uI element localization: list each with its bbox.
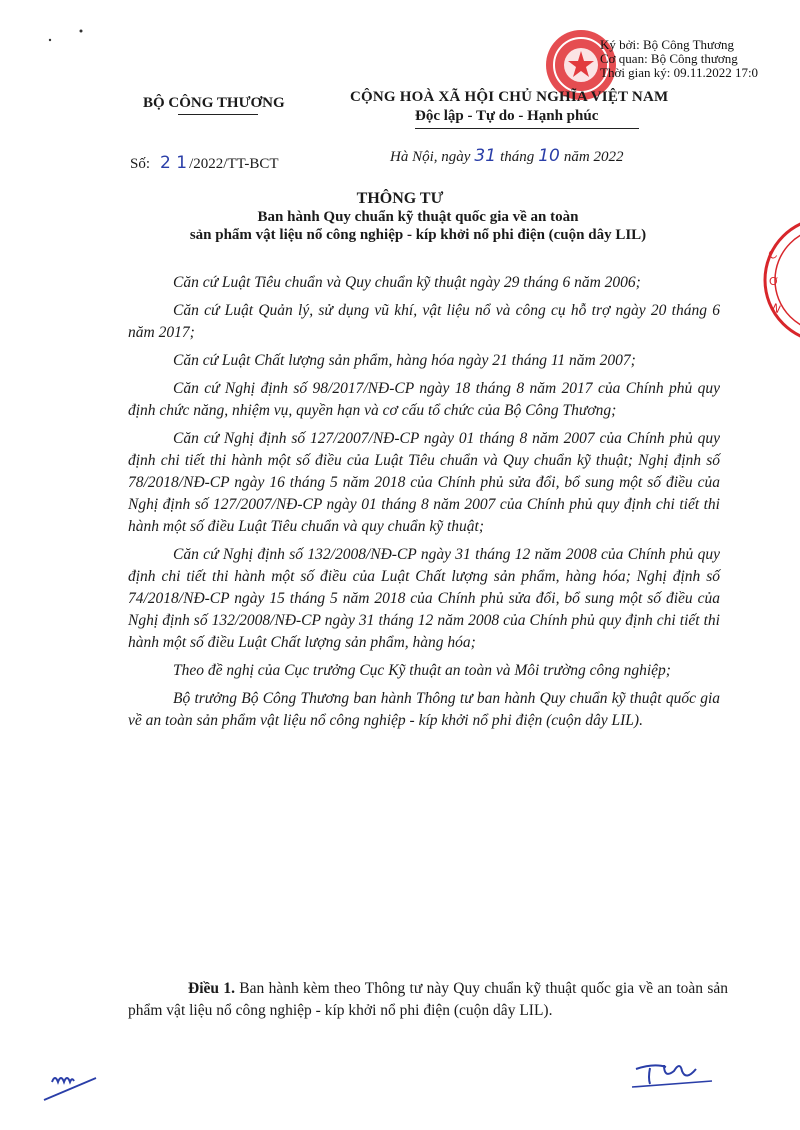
preamble-paragraph: Căn cứ Luật Tiêu chuẩn và Quy chuẩn kỹ thuật ngày 29 tháng 6 năm 2006; (173, 274, 641, 291)
document-type: THÔNG TƯ (356, 190, 444, 207)
article-1-text: Ban hành kèm theo Thông tư này Quy chuẩn kỹ thuật quốc gia về an toàn sản phẩm vật liệu nổ công nghiệp - kíp khởi nổ phi điện (cuộn dây LIL). (128, 980, 729, 1019)
signed-by: Ký bởi: Bộ Công Thương (600, 37, 734, 52)
svg-text:Ơ: Ơ (769, 275, 780, 288)
article-1-label: Điều 1. (188, 980, 235, 997)
preamble-paragraph: Căn cứ Nghị định số 127/2007/NĐ-CP ngày 01 tháng 8 năm 2007 của Chính phủ quy định chi tiết thi hành một số điều của Luật Tiêu chuẩn và Quy chuẩn kỹ thuật; Nghị định số 78/2018/NĐ-CP ngày 16 tháng 5 năm 2018 của Chính phủ sửa đổi, bổ sung một số điều của Nghị định số 127/2007/NĐ-CP ngày 01 tháng 8 năm 2007 của Chính phủ quy định chi tiết thi hành một số điều Luật Tiêu chuẩn và quy chuẩn kỹ thuật; (128, 430, 720, 535)
number-handwritten: 2 1 (160, 153, 188, 173)
svg-text:C: C (766, 247, 780, 263)
scan-marks (48, 25, 108, 45)
subject-line-1: Ban hành Quy chuẩn kỹ thuật quốc gia về an toàn (257, 209, 579, 225)
svg-text:N: N (769, 300, 783, 317)
preamble-paragraph: Căn cứ Nghị định số 132/2008/NĐ-CP ngày 31 tháng 12 năm 2008 của Chính phủ quy định chi tiết thi hành một số điều của Luật Chất lượng sản phẩm, hàng hóa; Nghị định số 74/2018/NĐ-CP ngày 15 tháng 5 năm 2018 của Chính phủ sửa đổi, bổ sung một số điều của Nghị định số 132/2008/NĐ-CP ngày 31 tháng 12 năm 2008 của Chính phủ quy định chi tiết thi hành một số điều Luật Chất lượng sản phẩm, hàng hóa; (128, 546, 720, 651)
signed-time: Thời gian ký: 09.11.2022 17:0 (600, 65, 759, 80)
month-label: tháng (500, 149, 535, 165)
signing-agency: Cơ quan: Bộ Công thương (600, 51, 738, 66)
year-label: năm 2022 (563, 149, 624, 165)
nation-name: CỘNG HOÀ XÃ HỘI CHỦ NGHĨA VIỆT NAM (350, 89, 669, 105)
digital-signature-info (600, 38, 758, 80)
document-subject (118, 208, 718, 244)
preamble-paragraph: Căn cứ Luật Chất lượng sản phẩm, hàng hóa ngày 21 tháng 11 năm 2007; (173, 352, 636, 369)
number-prefix: Số: (130, 156, 151, 172)
issuer-underline (178, 114, 258, 115)
preamble (128, 272, 720, 738)
document-number (130, 153, 279, 173)
initials-left-icon (38, 1060, 108, 1105)
day-handwritten: 31 (474, 146, 497, 166)
issuer-name: BỘ CÔNG THƯƠNG (143, 95, 285, 111)
month-handwritten: 10 (538, 146, 560, 166)
preamble-paragraph: Căn cứ Luật Quản lý, sử dụng vũ khí, vật liệu nổ và công cụ hỗ trợ ngày 20 tháng 6 năm 2017; (128, 302, 720, 341)
national-motto: Độc lập - Tự do - Hạnh phúc (415, 108, 599, 124)
preamble-paragraph: Theo đề nghị của Cục trưởng Cục Kỹ thuật an toàn và Môi trường công nghiệp; (173, 662, 671, 679)
preamble-paragraph: Căn cứ Nghị định số 98/2017/NĐ-CP ngày 18 tháng 8 năm 2017 của Chính phủ quy định chức năng, nhiệm vụ, quyền hạn và cơ cấu tổ chức của Bộ Công Thương; (128, 380, 720, 419)
motto-underline (415, 128, 639, 129)
article-1 (128, 978, 728, 1022)
initials-right-icon (628, 1055, 718, 1095)
number-suffix: /2022/TT-BCT (189, 156, 279, 172)
place-prefix: Hà Nội, ngày (390, 149, 471, 165)
subject-line-2: sản phẩm vật liệu nổ công nghiệp - kíp khởi nổ phi điện (cuộn dây LIL) (189, 227, 647, 243)
partial-seal-icon (757, 210, 800, 350)
place-and-date (390, 146, 623, 166)
preamble-paragraph: Bộ trưởng Bộ Công Thương ban hành Thông tư ban hành Quy chuẩn kỹ thuật quốc gia về an toàn sản phẩm vật liệu nổ công nghiệp - kíp khởi nổ phi điện (cuộn dây LIL). (128, 690, 720, 729)
